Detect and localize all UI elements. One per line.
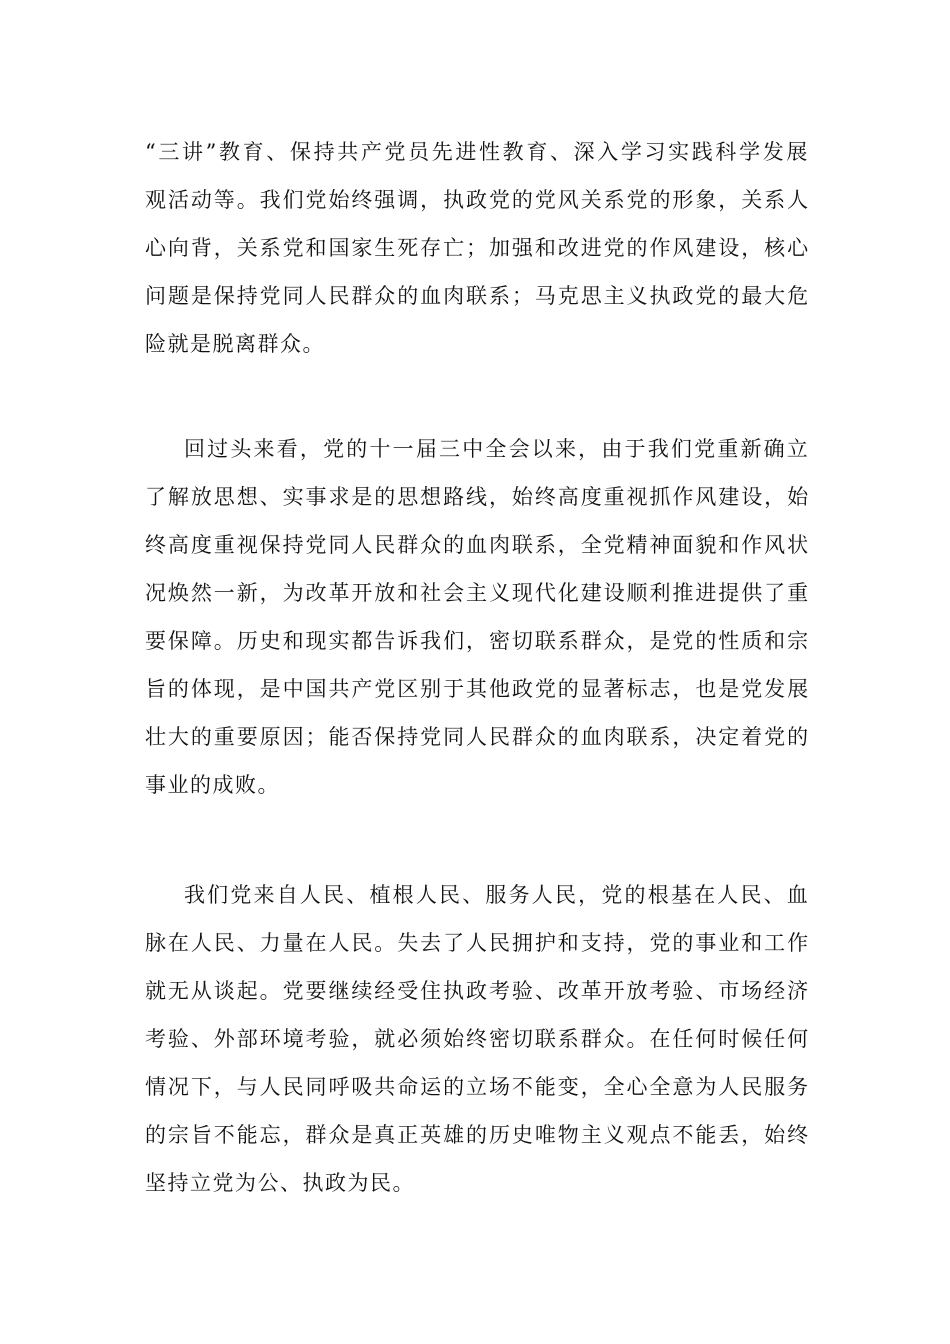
text-line: 险就是脱离群众。 (145, 332, 325, 356)
text-line: 了解放思想、实事求是的思想路线，始终高度重视抓作风建设，始 (145, 485, 810, 509)
text-line: 就无从谈起。党要继续经受住执政考验、改革开放考验、市场经济 (145, 979, 810, 1003)
text-line: 要保障。历史和现实都告诉我们，密切联系群众，是党的性质和宗 (145, 629, 810, 653)
text-line: 我们党来自人民、植根人民、服务人民，党的根基在人民、血 (184, 883, 810, 907)
text-line: 心向背，关系党和国家生死存亡；加强和改进党的作风建设，核心 (145, 236, 810, 260)
text-line: 事业的成败。 (145, 773, 280, 797)
text-line: 观活动等。我们党始终强调，执政党的党风关系党的形象，关系人 (145, 188, 810, 212)
text-line: 情况下，与人民同呼吸共命运的立场不能变，全心全意为人民服务 (145, 1075, 810, 1099)
text-line: 壮大的重要原因；能否保持党同人民群众的血肉联系，决定着党的 (145, 725, 810, 749)
text-line: 回过头来看，党的十一届三中全会以来，由于我们党重新确立 (184, 437, 810, 461)
text-line: 终高度重视保持党同人民群众的血肉联系，全党精神面貌和作风状 (145, 533, 810, 557)
text-line: “三讲”教育、保持共产党员先进性教育、深入学习实践科学发展 (145, 140, 810, 164)
text-line: 考验、外部环境考验，就必须始终密切联系群众。在任何时候任何 (145, 1027, 810, 1051)
text-line: 旨的体现，是中国共产党区别于其他政党的显著标志，也是党发展 (145, 677, 810, 701)
text-line: 况焕然一新，为改革开放和社会主义现代化建设顺利推进提供了重 (145, 581, 810, 605)
text-line: 问题是保持党同人民群众的血肉联系；马克思主义执政党的最大危 (145, 284, 810, 308)
text-line: 坚持立党为公、执政为民。 (145, 1171, 415, 1195)
text-line: 脉在人民、力量在人民。失去了人民拥护和支持，党的事业和工作 (145, 931, 810, 955)
text-line: 的宗旨不能忘，群众是真正英雄的历史唯物主义观点不能丢，始终 (145, 1123, 810, 1147)
